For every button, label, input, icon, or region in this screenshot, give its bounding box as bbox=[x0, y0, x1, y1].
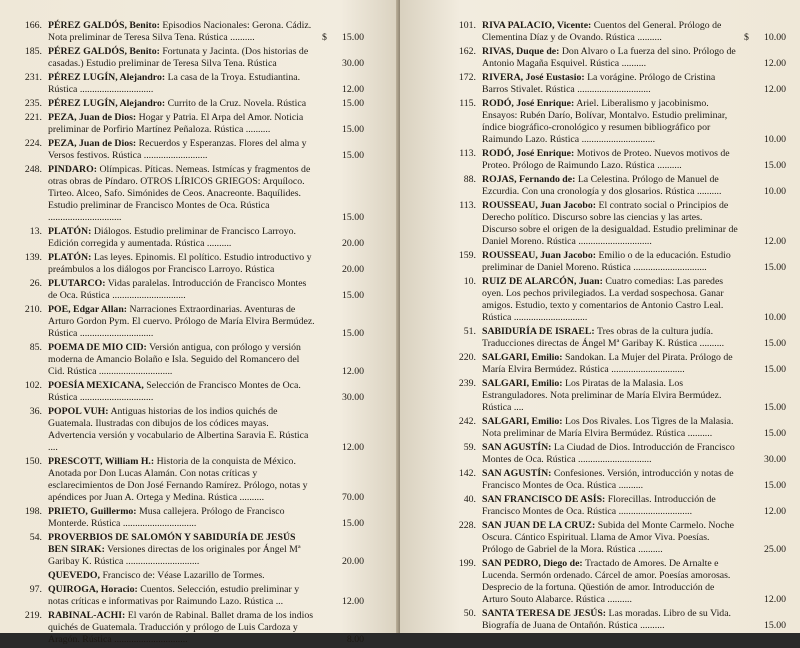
catalog-entry bbox=[6, 46, 364, 70]
entry-price bbox=[318, 264, 364, 276]
price-value: 15.00 bbox=[341, 32, 364, 43]
entry-price bbox=[740, 312, 786, 324]
catalog-entry bbox=[6, 252, 364, 276]
entry-price bbox=[318, 442, 364, 454]
catalog-entry bbox=[440, 276, 786, 324]
entry-description: El varón de Rabinal. Ballet drama de los indios quichés de Guatemala. Traducción y prólogo de Luis Cardoza y Aragón. Rústica .............................. bbox=[48, 610, 314, 645]
entry-price bbox=[318, 634, 364, 646]
entry-author: RODÓ, José Enrique: bbox=[482, 148, 575, 159]
catalog-entry bbox=[6, 584, 364, 608]
price-value: 15.00 bbox=[763, 262, 786, 273]
entry-description: Tres obras de la cultura judía. Traducciones directas de Ángel Mª Garibay K. Rústica .......... bbox=[482, 326, 725, 349]
price-value: 20.00 bbox=[341, 556, 364, 567]
entry-author: ROUSSEAU, Juan Jacobo: bbox=[482, 200, 597, 211]
entry-author: POESÍA MEXICANA, bbox=[48, 380, 144, 391]
entry-description: Ariel. Liberalismo y jacobinismo. Ensayos: Rubén Darío, Bolívar, Montalvo. Estudio preliminar, índice biográfico-cronológico y resumen bibliográfico por Raimundo Lazo. Rústica .............................. bbox=[482, 98, 728, 145]
currency-sign: $ bbox=[322, 32, 327, 43]
entry-description: Versión antigua, con prólogo y versión moderna de Amancio Bolaño e Isla. Seguido del Romancero del Cid. Rústica .............................. bbox=[48, 342, 301, 377]
entry-number: 210. bbox=[24, 304, 42, 315]
entry-description: Sandokan. La Mujer del Pirata. Prólogo de María Elvira Bermúdez. Rústica .............................. bbox=[482, 352, 733, 375]
entry-description: Recuerdos y Esperanzas. Flores del alma y Versos festivos. Rústica .......................... bbox=[48, 138, 307, 161]
entry-number: 219. bbox=[24, 610, 42, 621]
price-value: 15.00 bbox=[341, 150, 364, 161]
entry-author: SAN JUAN DE LA CRUZ: bbox=[482, 520, 596, 531]
entry-description: El contrato social o Principios de Derecho político. Discurso sobre las ciencias y las artes. Discurso sobre el origen de la desigualdad. Estudio preliminar de Daniel Moreno. Rústica .............................. bbox=[482, 200, 738, 247]
entry-price bbox=[740, 84, 786, 96]
catalog-entry bbox=[6, 570, 364, 582]
entry-price bbox=[740, 594, 786, 606]
entry-price bbox=[318, 32, 364, 44]
catalog-entry bbox=[6, 72, 364, 96]
price-value: 15.00 bbox=[341, 98, 364, 109]
entry-price bbox=[740, 262, 786, 274]
catalog-entry bbox=[440, 468, 786, 492]
entry-price bbox=[740, 402, 786, 414]
entry-author: PRIETO, Guillermo: bbox=[48, 506, 137, 517]
entry-description: Tractado de Amores. De Arnalte e Lucenda. Sermón ordenado. Cárcel de amor. Poesías amorosas. Desprecio de la fortuna. Qüestión de amor. Introducción de Arturo Souto Alabarce. Rústica .......... bbox=[482, 558, 731, 605]
right-catalog-list bbox=[440, 20, 786, 634]
entry-author: PEZA, Juan de Dios: bbox=[48, 138, 137, 149]
catalog-entry bbox=[6, 532, 364, 568]
entry-description: Narraciones Extraordinarias. Aventuras de Arturo Gordon Pym. El cuervo. Prólogo de María Elvira Bermúdez. Rústica .............................. bbox=[48, 304, 315, 339]
entry-number: 172. bbox=[458, 72, 476, 83]
entry-number: 113. bbox=[459, 200, 476, 211]
catalog-entry bbox=[440, 608, 786, 632]
entry-price bbox=[740, 32, 786, 44]
entry-description: Los Dos Rivales. Los Tigres de la Malasia. Nota preliminar de María Elvira Bermúdez. Rústica .......... bbox=[482, 416, 734, 439]
entry-author: PEZA, Juan de Dios: bbox=[48, 112, 137, 123]
entry-description: Historia de la conquista de México. Anotada por Don Lucas Alamán. Con notas críticas y esclarecimientos de Don José Fernando Ramírez. Prólogo, notas y apéndices por Juan A. Ortega y Medina. Rústica .......... bbox=[48, 456, 308, 503]
entry-description: Los Piratas de la Malasia. Los Estranguladores. Nota preliminar de María Elvira Bermúdez. Rústica .... bbox=[482, 378, 722, 413]
entry-description: Hogar y Patria. El Arpa del Amor. Noticia preliminar de Porfirio Martínez Peñaloza. Rústica .......... bbox=[48, 112, 304, 135]
price-value: 15.00 bbox=[763, 402, 786, 413]
price-value: 12.00 bbox=[763, 594, 786, 605]
entry-number: 50. bbox=[463, 608, 476, 619]
entry-number: 220. bbox=[458, 352, 476, 363]
entry-description: La casa de la Troya. Estudiantina. Rústica .............................. bbox=[48, 72, 301, 95]
price-value: 10.00 bbox=[763, 312, 786, 323]
catalog-entry bbox=[440, 520, 786, 556]
catalog-entry bbox=[440, 148, 786, 172]
entry-number: 36. bbox=[29, 406, 42, 417]
catalog-entry bbox=[440, 378, 786, 414]
catalog-entry bbox=[440, 46, 786, 70]
entry-author: POPOL VUH: bbox=[48, 406, 109, 417]
entry-number: 59. bbox=[463, 442, 476, 453]
entry-price bbox=[318, 212, 364, 224]
catalog-entry bbox=[6, 304, 364, 340]
catalog-entry bbox=[440, 494, 786, 518]
right-page bbox=[400, 0, 800, 633]
entry-author: PROVERBIOS DE SALOMÓN Y SABIDURÍA DE JESÚS BEN SIRAK: bbox=[48, 532, 296, 555]
catalog-entry bbox=[6, 20, 364, 44]
entry-description: Antiguas historias de los indios quichés de Guatemala. Ilustradas con dibujos de los códices mayas. Advertencia versión y vocabulario de Albertina Saravia E. Rústica .... bbox=[48, 406, 309, 453]
entry-description: Don Alvaro o La fuerza del sino. Prólogo de Antonio Magaña Esquivel. Rústica .......... bbox=[482, 46, 736, 69]
entry-number: 142. bbox=[458, 468, 476, 479]
entry-price bbox=[740, 544, 786, 556]
catalog-entry bbox=[6, 112, 364, 136]
entry-price bbox=[318, 290, 364, 302]
entry-author: RODÓ, José Enrique: bbox=[482, 98, 575, 109]
catalog-entry bbox=[6, 278, 364, 302]
price-value: 12.00 bbox=[341, 596, 364, 607]
entry-price bbox=[740, 236, 786, 248]
entry-price bbox=[318, 556, 364, 568]
entry-number: 185. bbox=[24, 46, 42, 57]
catalog-entry bbox=[6, 380, 364, 404]
entry-price bbox=[740, 428, 786, 440]
catalog-entry bbox=[440, 72, 786, 96]
price-value: 30.00 bbox=[341, 392, 364, 403]
catalog-entry bbox=[6, 342, 364, 378]
entry-price bbox=[318, 596, 364, 608]
entry-number: 26. bbox=[29, 278, 42, 289]
price-value: 10.00 bbox=[763, 186, 786, 197]
entry-author: RIVERA, José Eustasio: bbox=[482, 72, 585, 83]
entry-description: Cuatro comedias: Las paredes oyen. Los pechos privilegiados. La verdad sospechosa. Ganar amigos. Estudio, texto y comentarios de Antonio Castro Leal. Rústica .............................. bbox=[482, 276, 724, 323]
entry-description: Episodios Nacionales: Gerona. Cádiz. Nota preliminar de Teresa Silva Tena. Rústica .......... bbox=[48, 20, 312, 43]
catalog-entry bbox=[6, 164, 364, 224]
price-value: 12.00 bbox=[341, 366, 364, 377]
entry-price bbox=[740, 620, 786, 632]
entry-description: La Celestina. Prólogo de Manuel de Ezcurdia. Con una cronología y dos glosarios. Rústica .......... bbox=[482, 174, 722, 197]
entry-author: PLATÓN: bbox=[48, 252, 92, 263]
price-value: 15.00 bbox=[763, 428, 786, 439]
entry-author: PLATÓN: bbox=[48, 226, 92, 237]
entry-author: PINDARO: bbox=[48, 164, 97, 175]
price-value: 12.00 bbox=[763, 506, 786, 517]
entry-price bbox=[740, 480, 786, 492]
catalog-entry bbox=[440, 442, 786, 466]
entry-number: 85. bbox=[29, 342, 42, 353]
entry-description: Las moradas. Libro de su Vida. Biografía de Juana de Ontañón. Rústica .......... bbox=[482, 608, 731, 631]
entry-number: 199. bbox=[458, 558, 476, 569]
entry-description: Musa callejera. Prólogo de Francisco Monterde. Rústica .............................. bbox=[48, 506, 285, 529]
price-value: 25.00 bbox=[763, 544, 786, 555]
entry-number: 228. bbox=[458, 520, 476, 531]
entry-price bbox=[740, 134, 786, 146]
entry-number: 13. bbox=[29, 226, 42, 237]
left-page bbox=[0, 0, 400, 645]
entry-number: 166. bbox=[24, 20, 42, 31]
entry-author: POE, Edgar Allan: bbox=[48, 304, 128, 315]
entry-price bbox=[318, 98, 364, 110]
entry-number: 235. bbox=[24, 98, 42, 109]
price-value: 12.00 bbox=[341, 84, 364, 95]
entry-number: 97. bbox=[29, 584, 42, 595]
price-value: 12.00 bbox=[763, 84, 786, 95]
price-value: 15.00 bbox=[341, 328, 364, 339]
catalog-entry bbox=[440, 558, 786, 606]
entry-description: Francisco de: Véase Lazarillo de Tormes. bbox=[102, 570, 265, 581]
entry-number: 40. bbox=[463, 494, 476, 505]
entry-number: 115. bbox=[459, 98, 476, 109]
entry-price bbox=[740, 186, 786, 198]
price-value: 12.00 bbox=[763, 58, 786, 69]
entry-price bbox=[318, 58, 364, 70]
catalog-entry bbox=[440, 416, 786, 440]
entry-number: 198. bbox=[24, 506, 42, 517]
entry-description: Vidas paralelas. Introducción de Francisco Montes de Oca. Rústica .............................. bbox=[48, 278, 307, 301]
entry-price bbox=[318, 238, 364, 250]
price-value: 12.00 bbox=[341, 442, 364, 453]
entry-description: Diálogos. Estudio preliminar de Francisco Larroyo. Edición corregida y aumentada. Rústica .......... bbox=[48, 226, 296, 249]
entry-author: PÉREZ LUGÍN, Alejandro: bbox=[48, 72, 166, 83]
catalog-entry bbox=[6, 456, 364, 504]
price-value: 70.00 bbox=[341, 492, 364, 503]
entry-author: PÉREZ LUGÍN, Alejandro: bbox=[48, 98, 166, 109]
entry-description: Florecillas. Introducción de Francisco Montes de Oca. Rústica .............................. bbox=[482, 494, 716, 517]
entry-number: 51. bbox=[463, 326, 476, 337]
entry-number: 102. bbox=[24, 380, 42, 391]
catalog-entry bbox=[440, 20, 786, 44]
entry-price bbox=[740, 58, 786, 70]
price-value: 15.00 bbox=[341, 518, 364, 529]
entry-author: QUEVEDO, bbox=[48, 570, 100, 581]
entry-description: Selección de Francisco Montes de Oca. Rústica .............................. bbox=[48, 380, 301, 403]
entry-description: La vorágine. Prólogo de Cristina Barros Stivalet. Rústica .............................. bbox=[482, 72, 716, 95]
entry-price bbox=[318, 492, 364, 504]
entry-author: ROUSSEAU, Juan Jacobo: bbox=[482, 250, 597, 261]
entry-number: 162. bbox=[458, 46, 476, 57]
entry-author: RIVA PALACIO, Vicente: bbox=[482, 20, 592, 31]
entry-description: Subida del Monte Carmelo. Noche Oscura. Cántico Espiritual. Llama de Amor Viva. Poesías. Prólogo de Gabriel de la Mora. Rústica .......... bbox=[482, 520, 734, 555]
entry-price bbox=[318, 328, 364, 340]
entry-author: SANTA TERESA DE JESÚS: bbox=[482, 608, 607, 619]
entry-description: Cuentos. Selección, estudio preliminar y notas críticas e informativas por Raimundo Lazo. Rústica ... bbox=[48, 584, 300, 607]
price-value: 20.00 bbox=[341, 264, 364, 275]
entry-price bbox=[318, 124, 364, 136]
entry-number: 221. bbox=[24, 112, 42, 123]
price-value: 15.00 bbox=[763, 480, 786, 491]
price-value: 20.00 bbox=[341, 238, 364, 249]
entry-author: ROJAS, Fernando de: bbox=[482, 174, 576, 185]
price-value: 30.00 bbox=[341, 58, 364, 69]
entry-description: Cuentos del General. Prólogo de Clementina Díaz y de Ovando. Rústica .......... bbox=[482, 20, 722, 43]
catalog-entry bbox=[6, 138, 364, 162]
entry-author: SAN AGUSTÍN: bbox=[482, 468, 552, 479]
entry-author: SALGARI, Emilio: bbox=[482, 416, 563, 427]
entry-author: RABINAL-ACHI: bbox=[48, 610, 126, 621]
catalog-entry bbox=[440, 174, 786, 198]
entry-number: 242. bbox=[458, 416, 476, 427]
entry-price bbox=[740, 506, 786, 518]
entry-price bbox=[740, 454, 786, 466]
entry-price bbox=[740, 160, 786, 172]
entry-description: Motivos de Proteo. Nuevos motivos de Proteo. Prólogo de Raimundo Lazo. Rústica .......... bbox=[482, 148, 730, 171]
entry-price bbox=[318, 366, 364, 378]
price-value: 15.00 bbox=[341, 290, 364, 301]
entry-number: 231. bbox=[24, 72, 42, 83]
entry-price bbox=[740, 338, 786, 350]
entry-number: 113. bbox=[459, 148, 476, 159]
entry-price bbox=[318, 392, 364, 404]
entry-description: Olímpicas. Píticas. Nemeas. Istmícas y fragmentos de otras obras de Píndaro. OTROS LÍRICOS GRIEGOS: Arquíloco. Tirteo. Alceo, Safo. Simónides de Ceos. Anacreonte. Baquílides. Estudio preliminar de Francisco Montes de Oca. Rústica .............................. bbox=[48, 164, 311, 223]
price-value: 15.00 bbox=[341, 124, 364, 135]
price-value: 15.00 bbox=[763, 338, 786, 349]
catalog-entry bbox=[6, 506, 364, 530]
catalog-entry bbox=[440, 352, 786, 376]
entry-price bbox=[318, 150, 364, 162]
catalog-entry bbox=[440, 200, 786, 248]
entry-description: Versiones directas de los originales por Ángel Mª Garibay K. Rústica .............................. bbox=[48, 544, 301, 567]
entry-author: RIVAS, Duque de: bbox=[482, 46, 560, 57]
price-value: 30.00 bbox=[763, 454, 786, 465]
price-value: 10.00 bbox=[763, 134, 786, 145]
entry-number: 101. bbox=[458, 20, 476, 31]
catalog-entry bbox=[6, 98, 364, 110]
entry-author: SAN PEDRO, Diego de: bbox=[482, 558, 583, 569]
entry-description: La Ciudad de Dios. Introducción de Francisco Montes de Oca. Rústica .............................. bbox=[482, 442, 735, 465]
entry-number: 88. bbox=[463, 174, 476, 185]
entry-number: 54. bbox=[29, 532, 42, 543]
left-catalog-list bbox=[6, 20, 364, 648]
entry-description: Currito de la Cruz. Novela. Rústica bbox=[167, 98, 307, 109]
entry-description: Fortunata y Jacinta. (Dos historias de casadas.) Estudio preliminar de Teresa Silva Tena. Rústica bbox=[48, 46, 309, 69]
catalog-entry bbox=[440, 250, 786, 274]
entry-price bbox=[740, 364, 786, 376]
entry-author: PRESCOTT, William H.: bbox=[48, 456, 155, 467]
entry-description: Emilio o de la educación. Estudio preliminar de Daniel Moreno. Rústica .............................. bbox=[482, 250, 731, 273]
entry-author: POEMA DE MIO CID: bbox=[48, 342, 147, 353]
entry-number: 10. bbox=[463, 276, 476, 287]
entry-author: SAN FRANCISCO DE ASÍS: bbox=[482, 494, 606, 505]
currency-sign: $ bbox=[744, 32, 749, 43]
price-value: 12.00 bbox=[763, 236, 786, 247]
entry-number: 239. bbox=[458, 378, 476, 389]
price-value: 15.00 bbox=[763, 160, 786, 171]
entry-number: 224. bbox=[24, 138, 42, 149]
catalog-entry bbox=[6, 406, 364, 454]
entry-number: 248. bbox=[24, 164, 42, 175]
entry-price bbox=[318, 84, 364, 96]
entry-author: SAN AGUSTÍN: bbox=[482, 442, 552, 453]
entry-number: 139. bbox=[24, 252, 42, 263]
price-value: 15.00 bbox=[763, 620, 786, 631]
entry-author: RUIZ DE ALARCÓN, Juan: bbox=[482, 276, 603, 287]
entry-description: Las leyes. Epinomis. El político. Estudio introductivo y preámbulos a los diálogos por Francisco Larroyo. Rústica bbox=[48, 252, 312, 275]
entry-number: 159. bbox=[458, 250, 476, 261]
entry-price bbox=[318, 518, 364, 530]
catalog-entry bbox=[440, 98, 786, 146]
catalog-entry bbox=[6, 610, 364, 646]
entry-number: 150. bbox=[24, 456, 42, 467]
entry-author: SALGARI, Emilio: bbox=[482, 352, 563, 363]
entry-author: QUIROGA, Horacio: bbox=[48, 584, 138, 595]
entry-author: PÉREZ GALDÓS, Benito: bbox=[48, 46, 160, 57]
price-value: 15.00 bbox=[763, 364, 786, 375]
entry-author: SABIDURÍA DE ISRAEL: bbox=[482, 326, 595, 337]
entry-author: PLUTARCO: bbox=[48, 278, 106, 289]
entry-author: PÉREZ GALDÓS, Benito: bbox=[48, 20, 160, 31]
price-value: 8.00 bbox=[346, 634, 364, 645]
price-value: 15.00 bbox=[341, 212, 364, 223]
entry-description: Confesiones. Versión, introducción y notas de Francisco Montes de Oca. Rústica .......... bbox=[482, 468, 734, 491]
catalog-entry bbox=[440, 326, 786, 350]
catalog-entry bbox=[6, 226, 364, 250]
price-value: 10.00 bbox=[763, 32, 786, 43]
entry-author: SALGARI, Emilio: bbox=[482, 378, 563, 389]
